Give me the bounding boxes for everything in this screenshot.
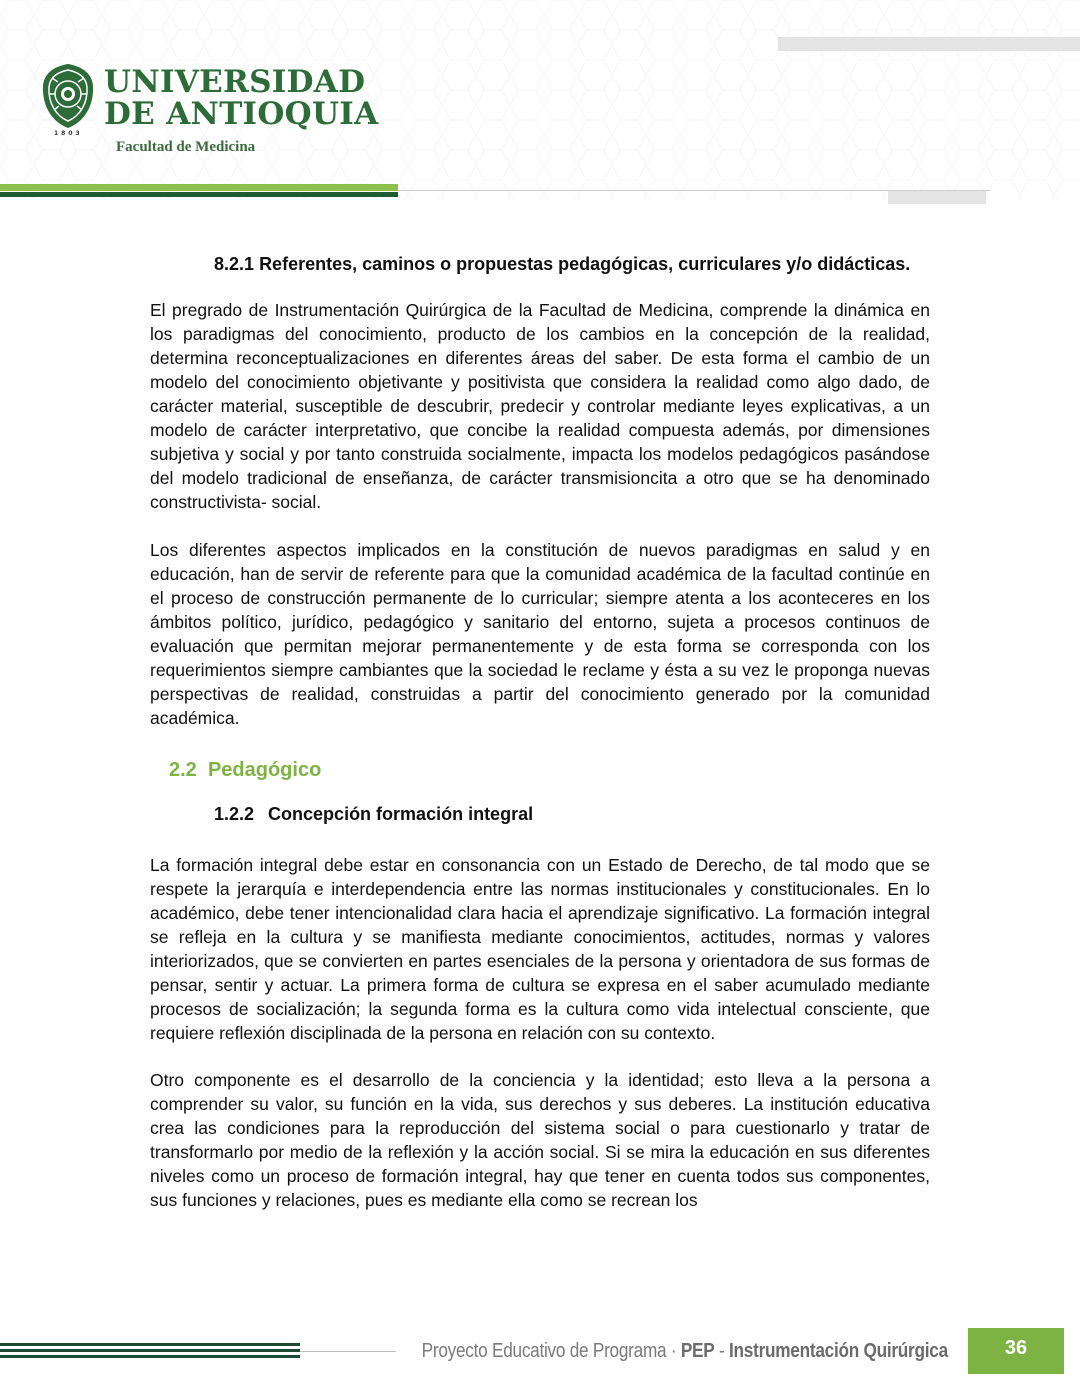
heading-title: Concepción formación integral [268, 804, 534, 824]
header-rule-dark [0, 192, 398, 197]
footer-rule-3 [0, 1355, 300, 1358]
footer-rule-thin [300, 1351, 396, 1352]
university-seal-icon [40, 62, 96, 134]
paragraph-2: Los diferentes aspectos implicados en la constitución de nuevos paradigmas en salud y en educación, han de servir de referente para que la comunidad académica de la facultad continúe en el proceso de construcción permanente de lo curricular; siempre atenta a los aconteceres en los ámbitos político, jurídico, pedagógico y sanitario del entorno, sujeta a procesos continuos de evaluación que permitan mejorar permanentemente y de esta forma se corresponda con los requerimientos siempre cambiantes que la sociedad le reclame y ésta a su vez le proponga nuevas perspectivas de realidad, construidas a partir del conocimiento generado por la comunidad académica. [150, 540, 930, 728]
founding-year: 1803 [54, 130, 83, 137]
footer-program-title: Proyecto Educativo de Programa · PEP - Instrumentación Quirúrgica [421, 1340, 948, 1362]
university-logo [40, 62, 379, 162]
heading-number: 2.2 [169, 759, 197, 781]
heading-number: 8.2.1 [214, 254, 255, 274]
faculty-name: Facultad de Medicina [116, 139, 256, 155]
footer-rule-1 [0, 1343, 300, 1346]
paragraph-1: El pregrado de Instrumentación Quirúrgica de la Facultad de Medicina, comprende la dinámica en los paradigmas del conocimiento, producto de los cambios en la concepción de la realidad, determina reconceptualizaciones en diferentes áreas del saber. De esta forma el cambio de un modelo del conocimiento objetivante y positivista que considera la realidad como algo dado, de carácter material, susceptible de descubrir, predecir y controlar mediante leyes explicativas, a un modelo de carácter interpretativo, que concibe la realidad compuesta además, por dimensiones subjetiva y social y por tanto construida socialmente, impacta los modelos pedagógicos pasándose del modelo tradicional de enseñanza, de carácter transmisioncita a otro que se ha denominado constructivista- social. [150, 300, 930, 512]
header-rule-green [0, 184, 398, 191]
heading-1-2-2 [214, 802, 930, 826]
heading-8-2-1 [214, 252, 961, 276]
footer-rule-2 [0, 1349, 300, 1352]
heading-2-2 [169, 757, 930, 783]
document-body [150, 252, 930, 1212]
heading-title: Referentes, caminos o propuestas pedagógicas, curriculares y/o didácticas. [259, 254, 911, 274]
paragraph-4: Otro componente es el desarrollo de la conciencia y la identidad; esto lleva a la persona a comprender su valor, su función en la vida, sus derechos y sus deberes. La institución educativa crea las condiciones para la reproducción del sistema social o para cuestionarlo y tratar de transformarlo por medio de la reflexión y la acción social. Si se mira la educación en sus diferentes niveles como un proceso de formación integral, hay que tener en cuenta todos sus componentes, sus funciones y relaciones, pues es mediante ella como se recrean los [150, 1070, 930, 1210]
header-gray-bar [778, 37, 1080, 51]
heading-title: Pedagógico [207, 759, 322, 781]
heading-number: 1.2.2 [214, 804, 255, 824]
header-gray-tab [888, 190, 986, 204]
page-number: 36 [968, 1328, 1064, 1374]
paragraph-3: La formación integral debe estar en consonancia con un Estado de Derecho, de tal modo que se respete la jerarquía e interdependencia entre las normas institucionales y constitucionales. En lo académico, debe tener intencionalidad clara hacia el aprendizaje significativo. La formación integral se refleja en la cultura y se manifiesta mediante conocimientos, actitudes, normas y valores interiorizados, que se convierten en partes esenciales de la persona y orientadora de sus formas de pensar, sentir y actuar. La primera forma de cultura se expresa en el saber acumulado mediante procesos de socialización; la segunda forma es la cultura como vida intelectual consciente, que requiere reflexión disciplinada de la persona en relación con su contexto. [150, 855, 930, 1043]
header-rule-light [398, 190, 990, 191]
university-name: UNIVERSIDAD DE ANTIOQUIA [104, 64, 379, 132]
